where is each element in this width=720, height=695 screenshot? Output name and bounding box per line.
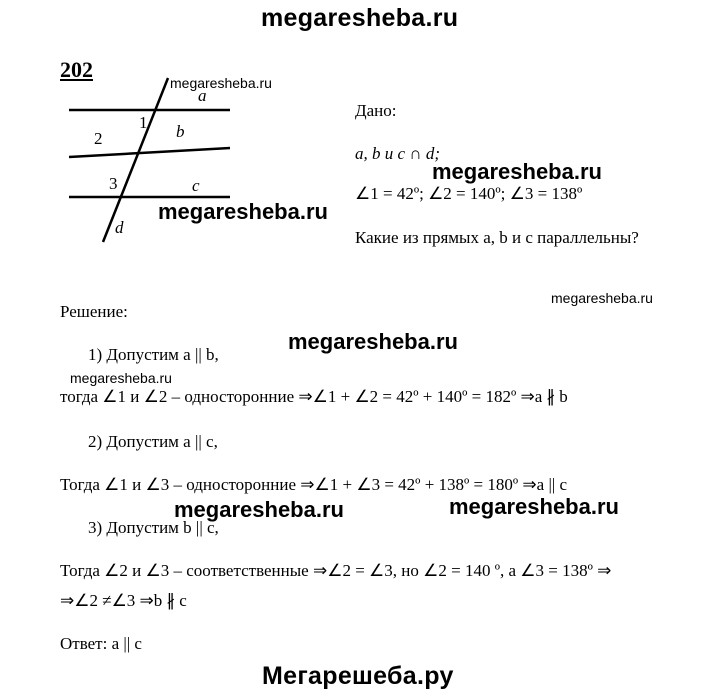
footer-brand: Мегарешеба.ру bbox=[262, 662, 454, 690]
watermark-right: megaresheba.ru bbox=[551, 290, 653, 306]
watermark-given: megaresheba.ru bbox=[432, 159, 602, 184]
label-d: d bbox=[115, 218, 124, 237]
given-question: Какие из прямых a, b и c параллельны? bbox=[355, 228, 639, 247]
label-angle-1: 1 bbox=[139, 113, 148, 132]
figure-watermark: megaresheba.ru bbox=[170, 75, 272, 91]
given-title: Дано: bbox=[355, 101, 397, 120]
label-angle-3: 3 bbox=[109, 174, 118, 193]
watermark-solution: megaresheba.ru bbox=[288, 329, 458, 354]
given-line1: a, b и c ∩ d; bbox=[355, 144, 440, 163]
label-angle-2: 2 bbox=[94, 129, 103, 148]
step2-text: Тогда ∠1 и ∠3 – односторонние ⇒∠1 + ∠3 = 42º + 138º = 180º ⇒a || c bbox=[60, 475, 568, 494]
line-b bbox=[69, 148, 230, 157]
given-line2: ∠1 = 42º; ∠2 = 140º; ∠3 = 138º bbox=[355, 184, 583, 203]
step1-text: тогда ∠1 и ∠2 – односторонние ⇒∠1 + ∠2 = 42º + 140º = 182º ⇒a ∦ b bbox=[60, 387, 568, 406]
watermark-step2-right: megaresheba.ru bbox=[449, 494, 619, 519]
label-a: a bbox=[198, 86, 207, 105]
problem-number: 202 bbox=[60, 57, 93, 82]
step2-assumption: 2) Допустим a || c, bbox=[88, 432, 218, 451]
step3-assumption: 3) Допустим b || c, bbox=[88, 518, 219, 537]
header-watermark: megaresheba.ru bbox=[261, 4, 459, 32]
watermark-step1: megaresheba.ru bbox=[70, 370, 172, 386]
step3-text2: ⇒∠2 ≠∠3 ⇒b ∦ c bbox=[60, 591, 187, 610]
label-b: b bbox=[176, 122, 185, 141]
answer: Ответ: a || c bbox=[60, 634, 142, 653]
step1-assumption: 1) Допустим a || b, bbox=[88, 345, 219, 364]
label-c: c bbox=[192, 176, 200, 195]
watermark-figure-bottom: megaresheba.ru bbox=[158, 199, 328, 224]
solution-title: Решение: bbox=[60, 302, 128, 321]
step3-text: Тогда ∠2 и ∠3 – соответственные ⇒∠2 = ∠3, но ∠2 = 140 º, а ∠3 = 138º ⇒ bbox=[60, 561, 612, 580]
watermark-step2-left: megaresheba.ru bbox=[174, 497, 344, 522]
